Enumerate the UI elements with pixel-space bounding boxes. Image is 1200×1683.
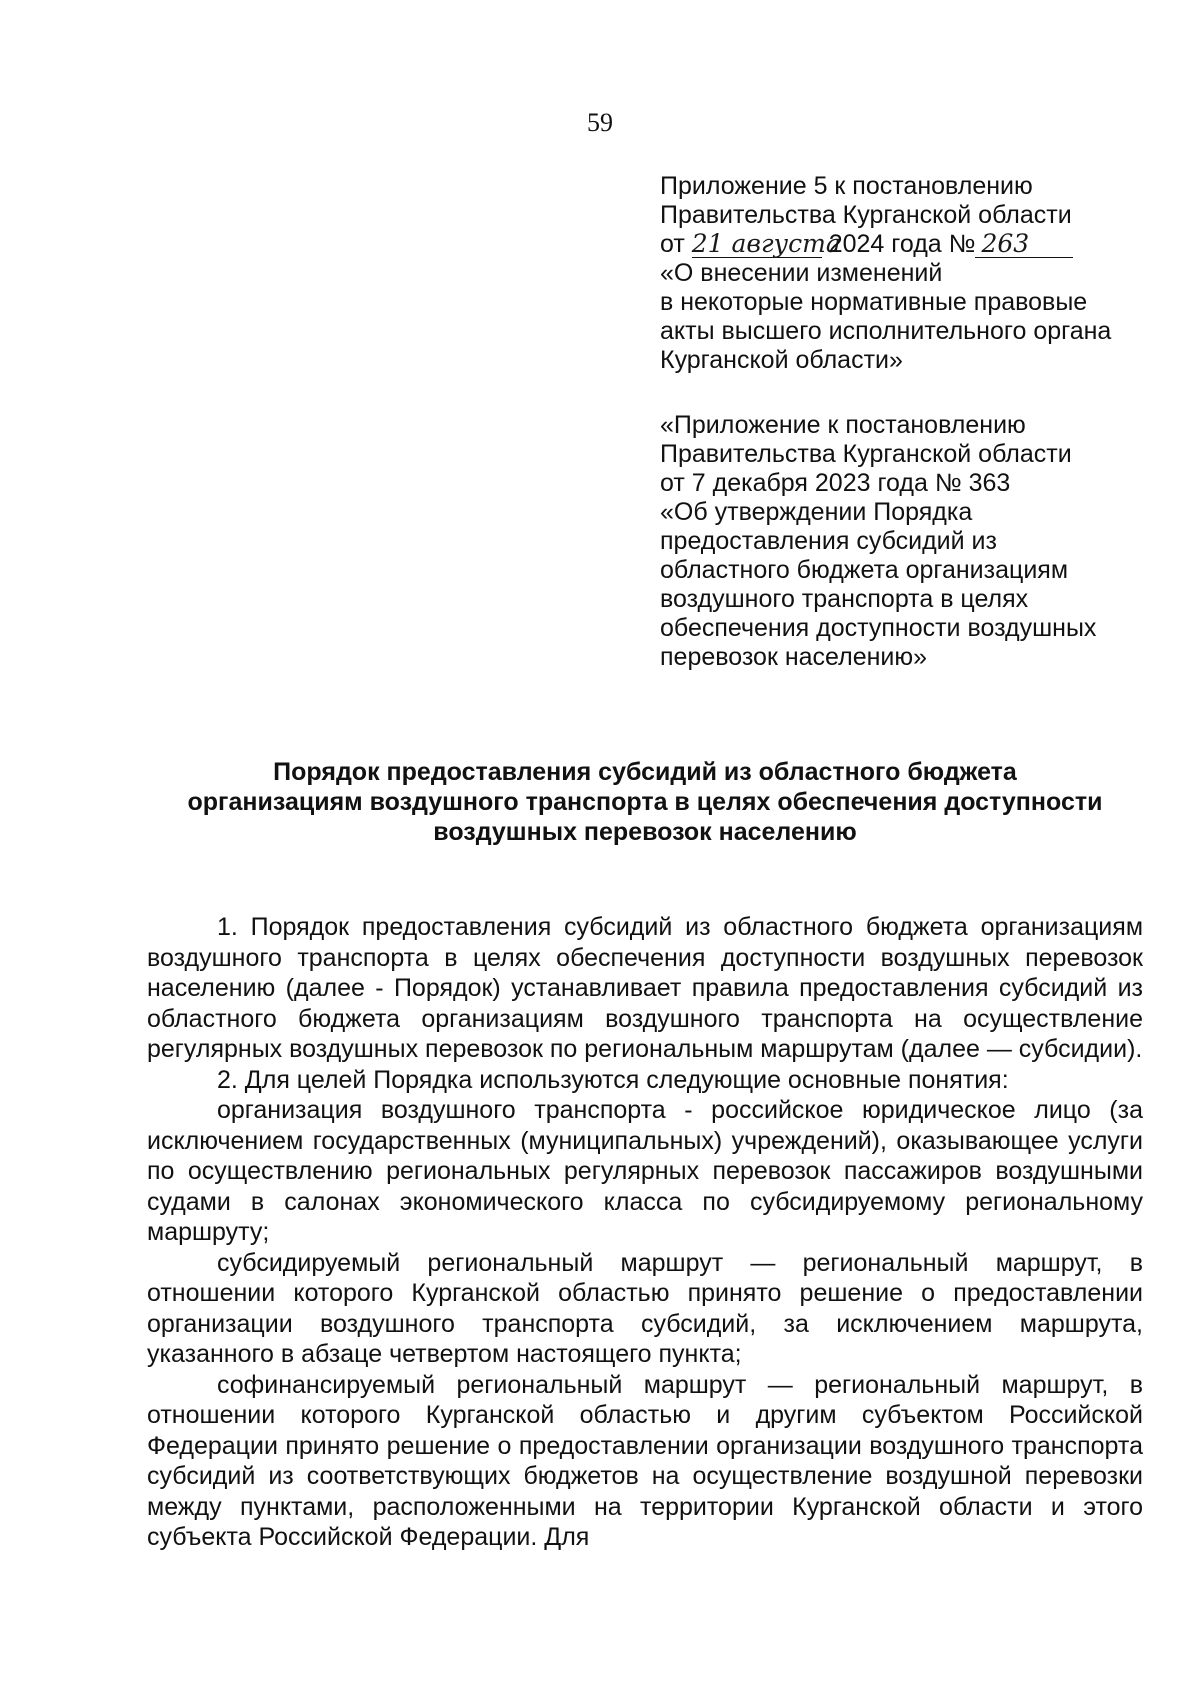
handwritten-number: 263: [975, 231, 1073, 258]
appendix-header-line: Курганской области»: [660, 346, 903, 374]
appendix-header-line: Правительства Курганской области: [660, 201, 1072, 229]
handwritten-date: 21 августа: [691, 229, 841, 258]
document-title: [140, 757, 1150, 847]
appendix-header: [660, 172, 1160, 375]
original-appendix-header: [660, 411, 1160, 672]
document-body: [147, 912, 1143, 1553]
appendix-header-date-line: [660, 230, 1160, 259]
original-header-line: предоставления субсидий из: [660, 527, 997, 555]
paragraph: софинансируемый региональный маршрут — региональный маршрут, в отношении которого Курганской областью и другим субъектом Российской Федерации принято решение о предоставлении организации воздушного транспорта субсидий из соответствующих бюджетов на осуществление воздушной перевозки между пунктами, расположенными на территории Курганской области и этого субъекта Российской Федерации. Для: [147, 1370, 1143, 1551]
appendix-header-line: Приложение 5 к постановлению: [660, 172, 1033, 200]
date-prefix: от: [660, 230, 685, 258]
paragraph: 2. Для целей Порядка используются следующие основные понятия:: [217, 1065, 1009, 1094]
paragraph: организация воздушного транспорта - российское юридическое лицо (за исключением государственных (муниципальных) учреждений), оказывающее услуги по осуществлению региональных регулярных перевозок пассажиров воздушными судами в салонах экономического класса по субсидируемому региональному маршруту;: [147, 1096, 1143, 1246]
original-header-line: от 7 декабря 2023 года № 363: [660, 469, 1011, 497]
title-line: организациям воздушного транспорта в целях обеспечения доступности: [187, 788, 1103, 816]
title-line: воздушных перевозок населению: [433, 818, 857, 846]
original-header-line: областного бюджета организациям: [660, 556, 1069, 584]
page-number: 59: [587, 108, 613, 137]
appendix-header-line: «О внесении изменений: [660, 259, 943, 287]
paragraph: 1. Порядок предоставления субсидий из областного бюджета организациям воздушного транспорта в целях обеспечения доступности воздушных перевозок населению (далее - Порядок) устанавливает правила предоставления субсидий из областного бюджета организациям воздушного транспорта на осуществление регулярных воздушных перевозок по региональным маршрутам (далее — субсидии).: [147, 913, 1143, 1063]
original-header-line: обеспечения доступности воздушных: [660, 614, 1097, 642]
original-header-line: Правительства Курганской области: [660, 440, 1072, 468]
appendix-header-line: в некоторые нормативные правовые: [660, 288, 1088, 316]
original-header-line: «Приложение к постановлению: [660, 411, 1026, 439]
original-header-line: «Об утверждении Порядка: [660, 498, 973, 526]
original-header-line: перевозок населению»: [660, 643, 928, 671]
appendix-header-line: акты высшего исполнительного органа: [660, 317, 1112, 345]
original-header-line: воздушного транспорта в целях: [660, 585, 1029, 613]
date-year-label: 2024 года №: [828, 230, 976, 258]
paragraph: субсидируемый региональный маршрут — региональный маршрут, в отношении которого Курганской областью принято решение о предоставлении организации воздушного транспорта субсидий, за исключением маршрута, указанного в абзаце четвертом настоящего пункта;: [147, 1248, 1143, 1368]
title-line: Порядок предоставления субсидий из областного бюджета: [273, 758, 1017, 786]
